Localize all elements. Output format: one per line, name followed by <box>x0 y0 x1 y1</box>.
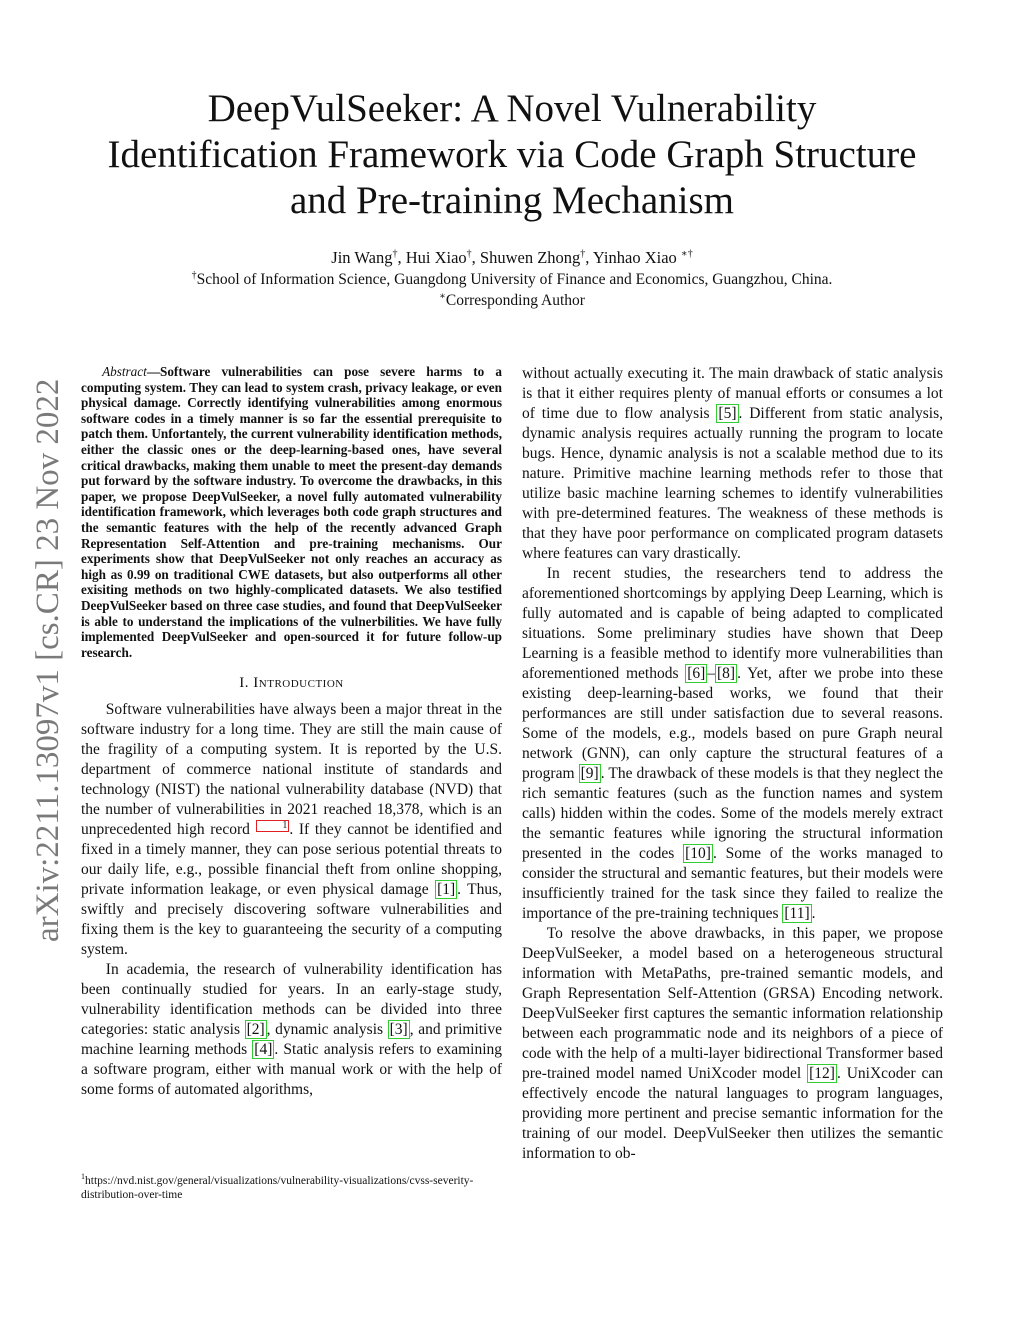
text-run: – <box>707 665 716 682</box>
affiliation-mark: † <box>191 269 197 281</box>
citation-link-6[interactable]: [6] <box>687 665 706 682</box>
citation-link-11[interactable]: [11] <box>784 905 810 922</box>
text-run: . The drawback of these models is that they neglect the rich semantic features (such as the function names and system calls) hidden within the codes. Some of the models merely extract the semantic features while ignoring the structural information presented in the codes <box>522 765 943 862</box>
author-4-mark: ∗† <box>680 248 693 260</box>
paper-title <box>60 86 964 224</box>
title-line-2: Identification Framework via Code Graph Structure <box>107 133 917 176</box>
right-paragraph-1 <box>522 364 943 564</box>
arxiv-identifier-text: arXiv:2211.13097v1 [cs.CR] 23 Nov 2022 <box>30 378 66 942</box>
affiliation-text: School of Information Science, Guangdong University of Finance and Economics, Guangzhou, China. <box>196 271 833 288</box>
text-run: . UniXcoder can effectively encode the natural languages to program languages, providing more pertinent and precise semantic information for the training of our model. DeepVulSeeker then utilizes the semantic information to ob- <box>522 1065 944 1162</box>
text-run: , and primitive machine learning methods <box>81 1021 502 1059</box>
corresponding-mark: ∗ <box>439 290 446 302</box>
text-run: In recent studies, the researchers tend to address the aforementioned shortcomings by applying Deep Learning, which is fully automated and is capable of being adapted to complicated situations. Some preliminary studies have shown that Deep Learning is a feasible method to identify more vulnerabilities than aforementioned methods <box>522 565 943 682</box>
footnote-mark: 1 <box>81 1172 85 1181</box>
text-run: To resolve the above drawbacks, in this paper, we propose DeepVulSeeker, a model based on a heterogeneous structural information with MetaPaths, pre-trained semantic models, and Graph Representation Self-Attention (GRSA) Encoding network. DeepVulSeeker first captures the semantic information relationship between each programmatic node and its neighbors of a piece of code with the help of a multi-layer bidirectional Transformer based pre-trained model named UniXcoder model <box>522 925 943 1082</box>
author-2: , Hui Xiao <box>397 248 467 267</box>
footnote <box>81 1170 502 1202</box>
author-3: , Shuwen Zhong <box>471 248 581 267</box>
author-1: Jin Wang <box>331 248 393 267</box>
section-title: Introduction <box>253 675 344 692</box>
section-heading-introduction <box>81 673 502 693</box>
citation-link-10[interactable]: [10] <box>685 845 711 862</box>
citation-link-1[interactable]: [1] <box>437 881 456 899</box>
text-run: . If they cannot be identified and fixed in a timely manner, they can pose serious potential threats to our daily life, e.g., possible financial theft from online shopping, private information leakage, or even physical damage <box>81 821 502 899</box>
section-number: I. <box>239 675 254 692</box>
affiliation <box>80 270 944 290</box>
author-list <box>80 247 944 269</box>
corresponding-text: Corresponding Author <box>445 292 585 309</box>
corresponding-author <box>80 291 944 311</box>
arxiv-identifier-sidebar <box>18 350 74 950</box>
text-run: In academia, the research of vulnerability identification has been continually studied for years. In an early-stage study, vulnerability identification methods can be divided into three categories: static analysis <box>81 961 502 1039</box>
footnote-link-1[interactable]: 1 <box>256 820 290 832</box>
text-run: . Different from static analysis, dynamic analysis requires actually running the program to locate bugs. Hence, dynamic analysis is not a scalable method due to its nature. Primitive machine learning methods refer to those that utilize basic machine learning schemes to identify vulnerabilities with pre-determined features. The weakness of these methods is that they have poor performance on complicated program datasets where features can vary drastically. <box>522 405 943 562</box>
author-3-mark: † <box>580 248 586 260</box>
author-1-mark: † <box>392 248 398 260</box>
citation-link-2[interactable]: [2] <box>246 1021 265 1039</box>
citation-link-12[interactable]: [12] <box>809 1065 835 1082</box>
text-run: . <box>811 905 816 922</box>
text-run: . Some of the works managed to consider the structural and semantic features, but their models were insufficiently trained for the task since they failed to realize the importance of the pre-training techniques <box>522 845 943 922</box>
title-line-1: DeepVulSeeker: A Novel Vulnerability <box>207 87 817 130</box>
author-2-mark: † <box>466 248 472 260</box>
citation-link-5[interactable]: [5] <box>718 405 737 422</box>
footnote-url-link[interactable]: https://nvd.nist.gov/general/visualizations/vulnerability-visualizations/cvss-severity-distribution-over-time <box>81 1174 474 1201</box>
left-column <box>81 364 502 1100</box>
abstract-label: Abstract <box>102 364 147 379</box>
author-4: , Yinhao Xiao <box>585 248 681 267</box>
text-run: . Yet, after we probe into these existing deep-learning-based works, we found that their performances are still under satisfaction due to several reasons. Some of the models, e.g., models based on pure Graph neural network (GNN), can only capture the structural features of a program <box>522 665 943 782</box>
citation-link-9[interactable]: [9] <box>580 765 599 782</box>
title-line-3: and Pre-training Mechanism <box>289 179 735 222</box>
citation-link-3[interactable]: [3] <box>389 1021 408 1039</box>
text-run: , dynamic analysis <box>266 1021 388 1039</box>
text-run: . Static analysis refers to examining a software program, either with manual work or with the help of some forms of automated algorithms, <box>81 1041 503 1099</box>
citation-link-8[interactable]: [8] <box>717 665 736 682</box>
arxiv-identifier-rotated <box>18 350 74 950</box>
right-paragraph-2 <box>522 564 943 924</box>
abstract <box>81 364 502 660</box>
abstract-text: —Software vulnerabilities can pose severe harms to a computing system. They can lead to system crash, privacy leakage, or even physical damage. Correctly identifying vulnerabilities among enormous software codes in a timely manner is so far the essential prerequisite to patch them. Unfortantely, the current vulnerability identification methods, either the classic ones or the deep-learning-based ones, have several critical drawbacks, making them unable to meet the present-day demands put forward by the software industry. To overcome the drawbacks, in this paper, we propose DeepVulSeeker, a novel fully automated vulnerability identification framework, which leverages both code graph structures and the semantic features with the help of the recently advanced Graph Representation Self-Attention and pre-training mechanisms. Our experiments show that DeepVulSeeker not only reaches an accuracy as high as 0.99 on traditional CWE datasets, but also outperforms all other exisiting methods on two highly-complicated datasets. We also testified DeepVulSeeker based on three case studies, and found that DeepVulSeeker is able to understand the implications of the vulnerbilities. We have fully implemented DeepVulSeeker and open-sourced it for future follow-up research. <box>81 364 502 660</box>
text-run: Software vulnerabilities have always been a major threat in the software industry for a long time. They are still the main cause of the fragility of a computing system. It is reported by the U.S. department of commerce national institute of standards and technology (NIST) the national vulnerability database (NVD) that the number of vulnerabilities in 2021 reached 18,378, which is an unprecedented high record <box>81 701 502 839</box>
text-run: . Thus, swiftly and precisely discovering software vulnerabilities and fixing them is the key to guaranteeing the security of a computing system. <box>81 881 502 959</box>
right-column <box>522 364 943 1164</box>
citation-link-4[interactable]: [4] <box>254 1041 273 1059</box>
intro-paragraph-2 <box>81 960 502 1100</box>
text-run: without actually executing it. The main drawback of static analysis is that it either requires plenty of manual efforts or consumes a lot of time due to flow analysis <box>522 365 943 422</box>
right-paragraph-3 <box>522 924 943 1164</box>
intro-paragraph-1 <box>81 700 502 960</box>
